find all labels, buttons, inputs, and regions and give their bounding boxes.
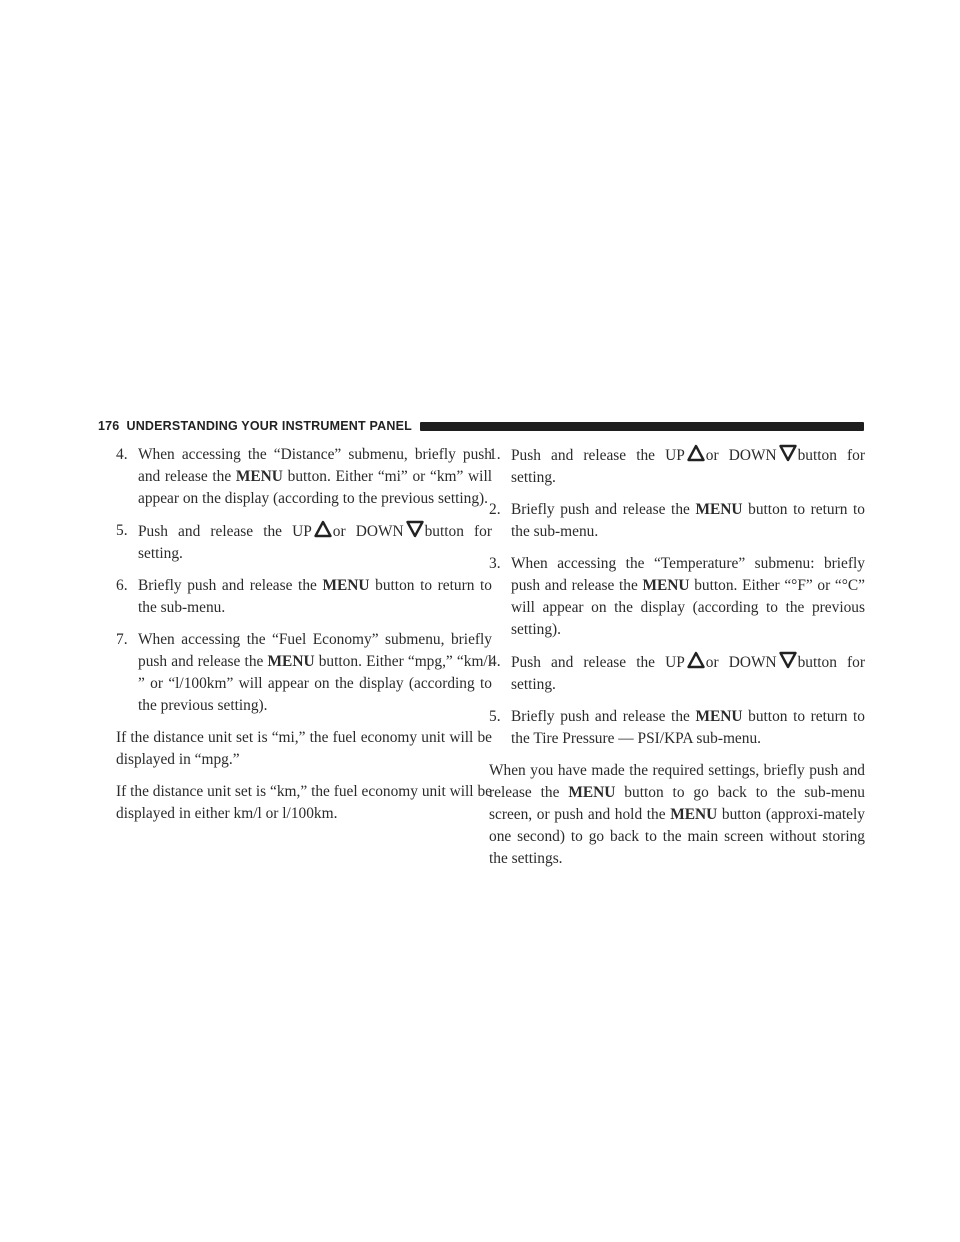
up-arrow-icon	[687, 651, 705, 669]
list-item	[489, 444, 865, 489]
body-paragraph: If the distance unit set is “mi,” the fuel economy unit will be displayed in “mpg.”	[116, 729, 492, 768]
list-item	[489, 651, 865, 696]
text-run: When accessing the “Fuel Economy” submenu, briefly push and release the	[138, 631, 492, 670]
text-run: Briefly push and release the	[511, 708, 696, 725]
item-text	[138, 575, 492, 619]
text-run: button to go back to the sub-menu screen, or push and hold the	[489, 784, 866, 823]
text-run: or DOWN	[332, 523, 404, 540]
item-text	[511, 553, 865, 641]
menu-keyword: MENU	[695, 708, 743, 725]
item-text	[138, 629, 492, 717]
left-column	[116, 444, 492, 835]
text-run: button for setting.	[511, 654, 865, 693]
text-run: Push and release the UP	[138, 523, 312, 540]
menu-keyword: MENU	[568, 784, 616, 801]
menu-keyword: MENU	[235, 468, 283, 485]
item-number: 4.	[489, 653, 501, 670]
text-run: button. Either “°F” or “°C” will appear on the display (according to the previous setting).	[511, 577, 865, 638]
text-run: When accessing the “Temperature” submenu: briefly push and release the	[511, 555, 865, 594]
item-number: 2.	[489, 501, 501, 518]
item-number: 5.	[116, 522, 128, 539]
item-number: 5.	[489, 708, 501, 725]
item-number: 4.	[116, 446, 128, 463]
text-run: button for setting.	[138, 523, 492, 562]
item-text	[511, 499, 865, 543]
text-run: button (approxi-mately one second) to go back to the main screen without storing the settings.	[489, 806, 865, 867]
page-number: 176	[98, 419, 120, 433]
item-text	[511, 706, 865, 750]
down-arrow-icon	[406, 520, 424, 538]
text-run: button for setting.	[511, 447, 865, 486]
item-number: 7.	[116, 631, 128, 648]
text-run: button. Either “mpg,” “km/l ” or “l/100km” will appear on the display (according to the previous setting).	[138, 653, 492, 714]
item-text	[138, 520, 492, 565]
list-item	[116, 575, 492, 619]
section-title: UNDERSTANDING YOUR INSTRUMENT PANEL	[126, 419, 412, 433]
item-number: 3.	[489, 555, 501, 572]
item-text	[511, 651, 865, 696]
text-run: When you have made the required settings, briefly push and release the	[489, 762, 865, 801]
text-run: button to return to the sub-menu.	[138, 577, 492, 616]
list-item	[116, 520, 492, 565]
text-run: Push and release the UP	[511, 654, 685, 671]
body-paragraph: If the distance unit set is “km,” the fuel economy unit will be displayed in either km/l or l/100km.	[116, 783, 492, 822]
text-run: button to return to the sub-menu.	[511, 501, 865, 540]
list-item	[489, 553, 865, 641]
text-run: button. Either “mi” or “km” will appear on the display (according to the previous setting).	[138, 468, 492, 507]
item-text	[511, 444, 865, 489]
text-run: When accessing the “Distance” submenu, briefly push and release the	[138, 446, 492, 485]
list-item	[116, 629, 492, 717]
up-arrow-icon	[314, 520, 332, 538]
down-arrow-icon	[779, 444, 797, 462]
list-item	[489, 499, 865, 543]
text-run: or DOWN	[705, 447, 777, 464]
right-column	[489, 444, 865, 880]
menu-keyword: MENU	[670, 806, 718, 823]
text-run: Push and release the UP	[511, 447, 685, 464]
item-number: 1.	[489, 446, 501, 463]
menu-keyword: MENU	[322, 577, 370, 594]
menu-keyword: MENU	[695, 501, 743, 518]
text-run: Briefly push and release the	[511, 501, 696, 518]
text-run: Briefly push and release the	[138, 577, 323, 594]
body-paragraph	[489, 760, 865, 870]
up-arrow-icon	[687, 444, 705, 462]
header-rule	[420, 422, 864, 431]
down-arrow-icon	[779, 651, 797, 669]
page-header	[98, 418, 864, 434]
text-run: button to return to the Tire Pressure — PSI/KPA sub-menu.	[511, 708, 865, 747]
list-item	[116, 444, 492, 510]
item-text	[138, 444, 492, 510]
menu-keyword: MENU	[267, 653, 315, 670]
menu-keyword: MENU	[642, 577, 690, 594]
list-item	[489, 706, 865, 750]
text-run: or DOWN	[705, 654, 777, 671]
item-number: 6.	[116, 577, 128, 594]
